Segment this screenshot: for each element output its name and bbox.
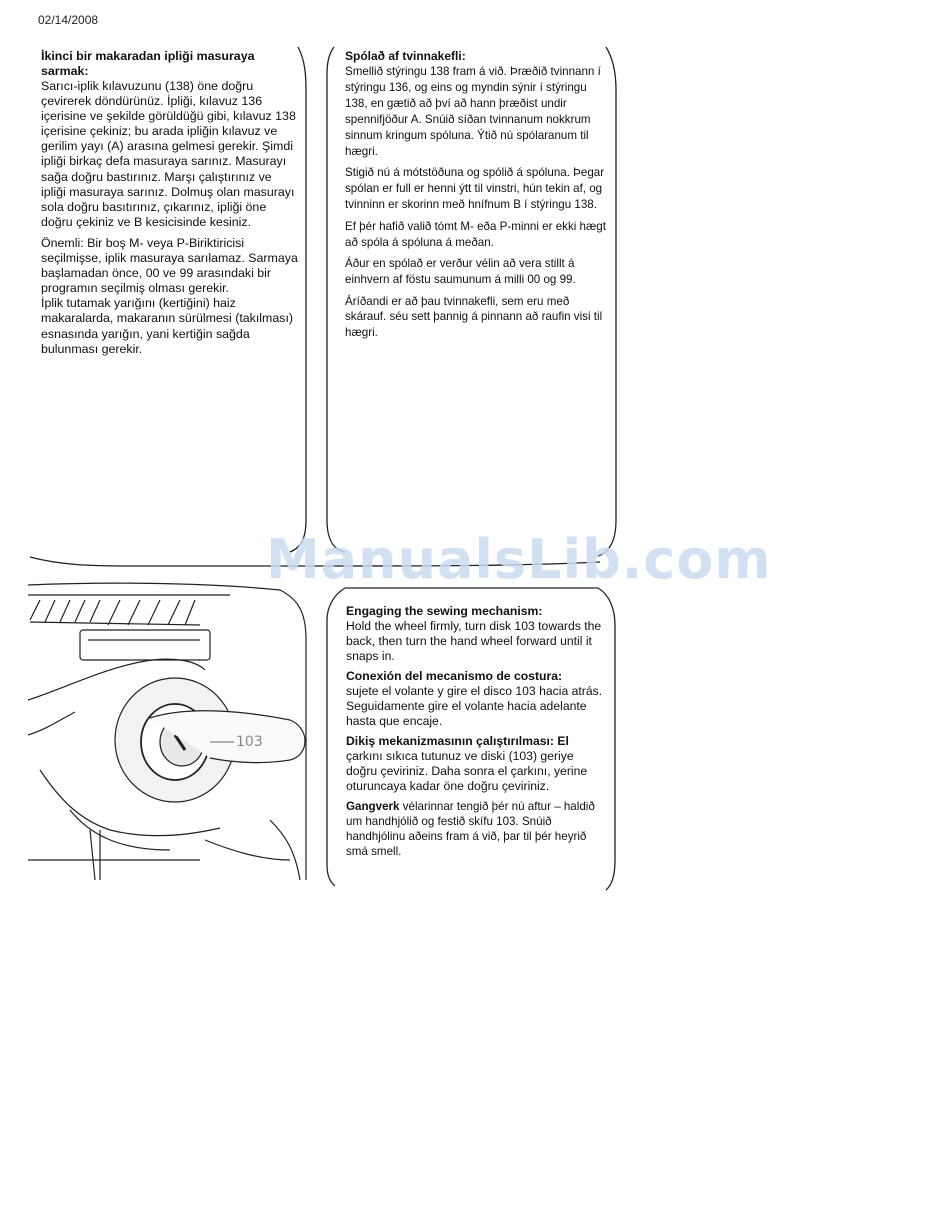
turkish-text: çarkını sıkıca tutunuz ve diski (103) geriye doğru çeviriniz. Daha sonra el çarkını, yerine oturuncaya kadar öne doğru çeviriniz.: [346, 749, 588, 793]
spanish-instruction: [346, 669, 606, 729]
turkish-bobbin-paragraph-3: İplik tutamak yarığını (kertiğini) haiz makaralarda, makaranın sürülmesi (takılması) esnasında yarığın, yani kertiğin sağda bulunması gerekir.: [41, 296, 294, 356]
turkish-title-suffix: El: [557, 734, 569, 748]
turkish-bobbin-title: İkinci bir makaradan ipliği masuraya sarmak:: [41, 49, 255, 78]
page-date: 02/14/2008: [38, 13, 99, 27]
icelandic-title: Gangverk: [346, 800, 400, 813]
icelandic-bobbin-paragraph-3: Ef þér hafið valið tómt M- eða P-minni er ekki hægt að spóla á spóluna á meðan.: [345, 220, 606, 249]
turkish-bobbin-paragraph-2: Önemli: Bir boş M- veya P-Biriktiricisi seçilmişse, iplik masuraya sarılamaz. Sarmaya başlamadan önce, 00 ve 99 arasındaki bir programın seçilmiş olması gerekir.: [41, 235, 298, 296]
turkish-instruction: [346, 734, 606, 794]
hand-turning-disk-illustration: [28, 583, 306, 880]
icelandic-bobbin-paragraph-4: Áður en spólað er verður vélin að vera stillt á einhvern af föstu saumunum á milli 00 og 99.: [345, 257, 576, 286]
icelandic-bobbin-title: Spólað af tvinnakefli:: [345, 49, 466, 63]
icelandic-instruction: [346, 799, 606, 859]
spanish-text: sujete el volante y gire el disco 103 hacia atrás. Seguidamente gire el volante hacia adelante hasta que encaje.: [346, 684, 603, 728]
right-box-border: [327, 47, 345, 552]
icelandic-bobbin-section: [345, 49, 607, 346]
callout-label-103: 103: [236, 734, 263, 750]
icelandic-bobbin-paragraph-1: Smellið stýringu 138 fram á við. Þræðið tvinnann í stýringu 136, og eins og myndin sýnir í stýringu 138, en gætið að því að hann þræðist undir spennifjöður A. Snúið síðan tvinnanum nokkrum sinnum kringum spóluna. Ýtið nú spólaranum til hægri.: [345, 65, 601, 158]
english-title: Engaging the sewing mechanism:: [346, 604, 543, 618]
english-instruction: [346, 604, 606, 664]
turkish-bobbin-section: [41, 49, 299, 363]
icelandic-text: vélarinnar tengið þér nú aftur – haldið um handhjólið og festið skífu 103. Snúið handhjólinu aðeins fram á við, þar til þér heyrið smá smell.: [346, 800, 595, 858]
icelandic-bobbin-paragraph-5: Áríðandi er að þau tvinnakefli, sem eru með skárauf. séu sett þannig á pinnann að raufin visi til hægri.: [345, 294, 603, 339]
spanish-title: Conexión del mecanismo de costura:: [346, 669, 563, 683]
icelandic-bobbin-paragraph-2: Stigið nú á mótstöðuna og spólið á spóluna. Þegar spólan er full er henni ýtt til vinstri, hún tekin af, og tvinninn er skorinn með hnífnum B í stýringu 138.: [345, 166, 605, 212]
watermark: ManualsLib.com: [266, 528, 772, 591]
turkish-bobbin-paragraph-1: Sarıcı-iplik kılavuzunu (138) öne doğru çevirerek döndürünüz. İpliği, kılavuz 136 içerisine ve şekilde görüldüğü gibi, kılavuz 138 içerisine çekiniz; bu arada ipliğin kılavuz ve gerilim yayı (A) arasına gelmesi gerekir. Şimdi ipliği birkaç defa masuraya sarınız. Masurayı sağa doğru bastırınız. Marşı çalıştırınız ve ipliği masuraya sarınız. Dolmuş olan masurayı sola doğru basıtırınız, çıkarınız, ipliği öne doğru çekiniz ve B kesicisinde kesiniz.: [41, 79, 296, 229]
turkish-title: Dikiş mekanizmasının çalıştırılması:: [346, 734, 554, 748]
english-text: Hold the wheel firmly, turn disk 103 towards the back, then turn the hand wheel forward until it snaps in.: [346, 619, 602, 663]
sewing-mechanism-section: [346, 604, 606, 864]
